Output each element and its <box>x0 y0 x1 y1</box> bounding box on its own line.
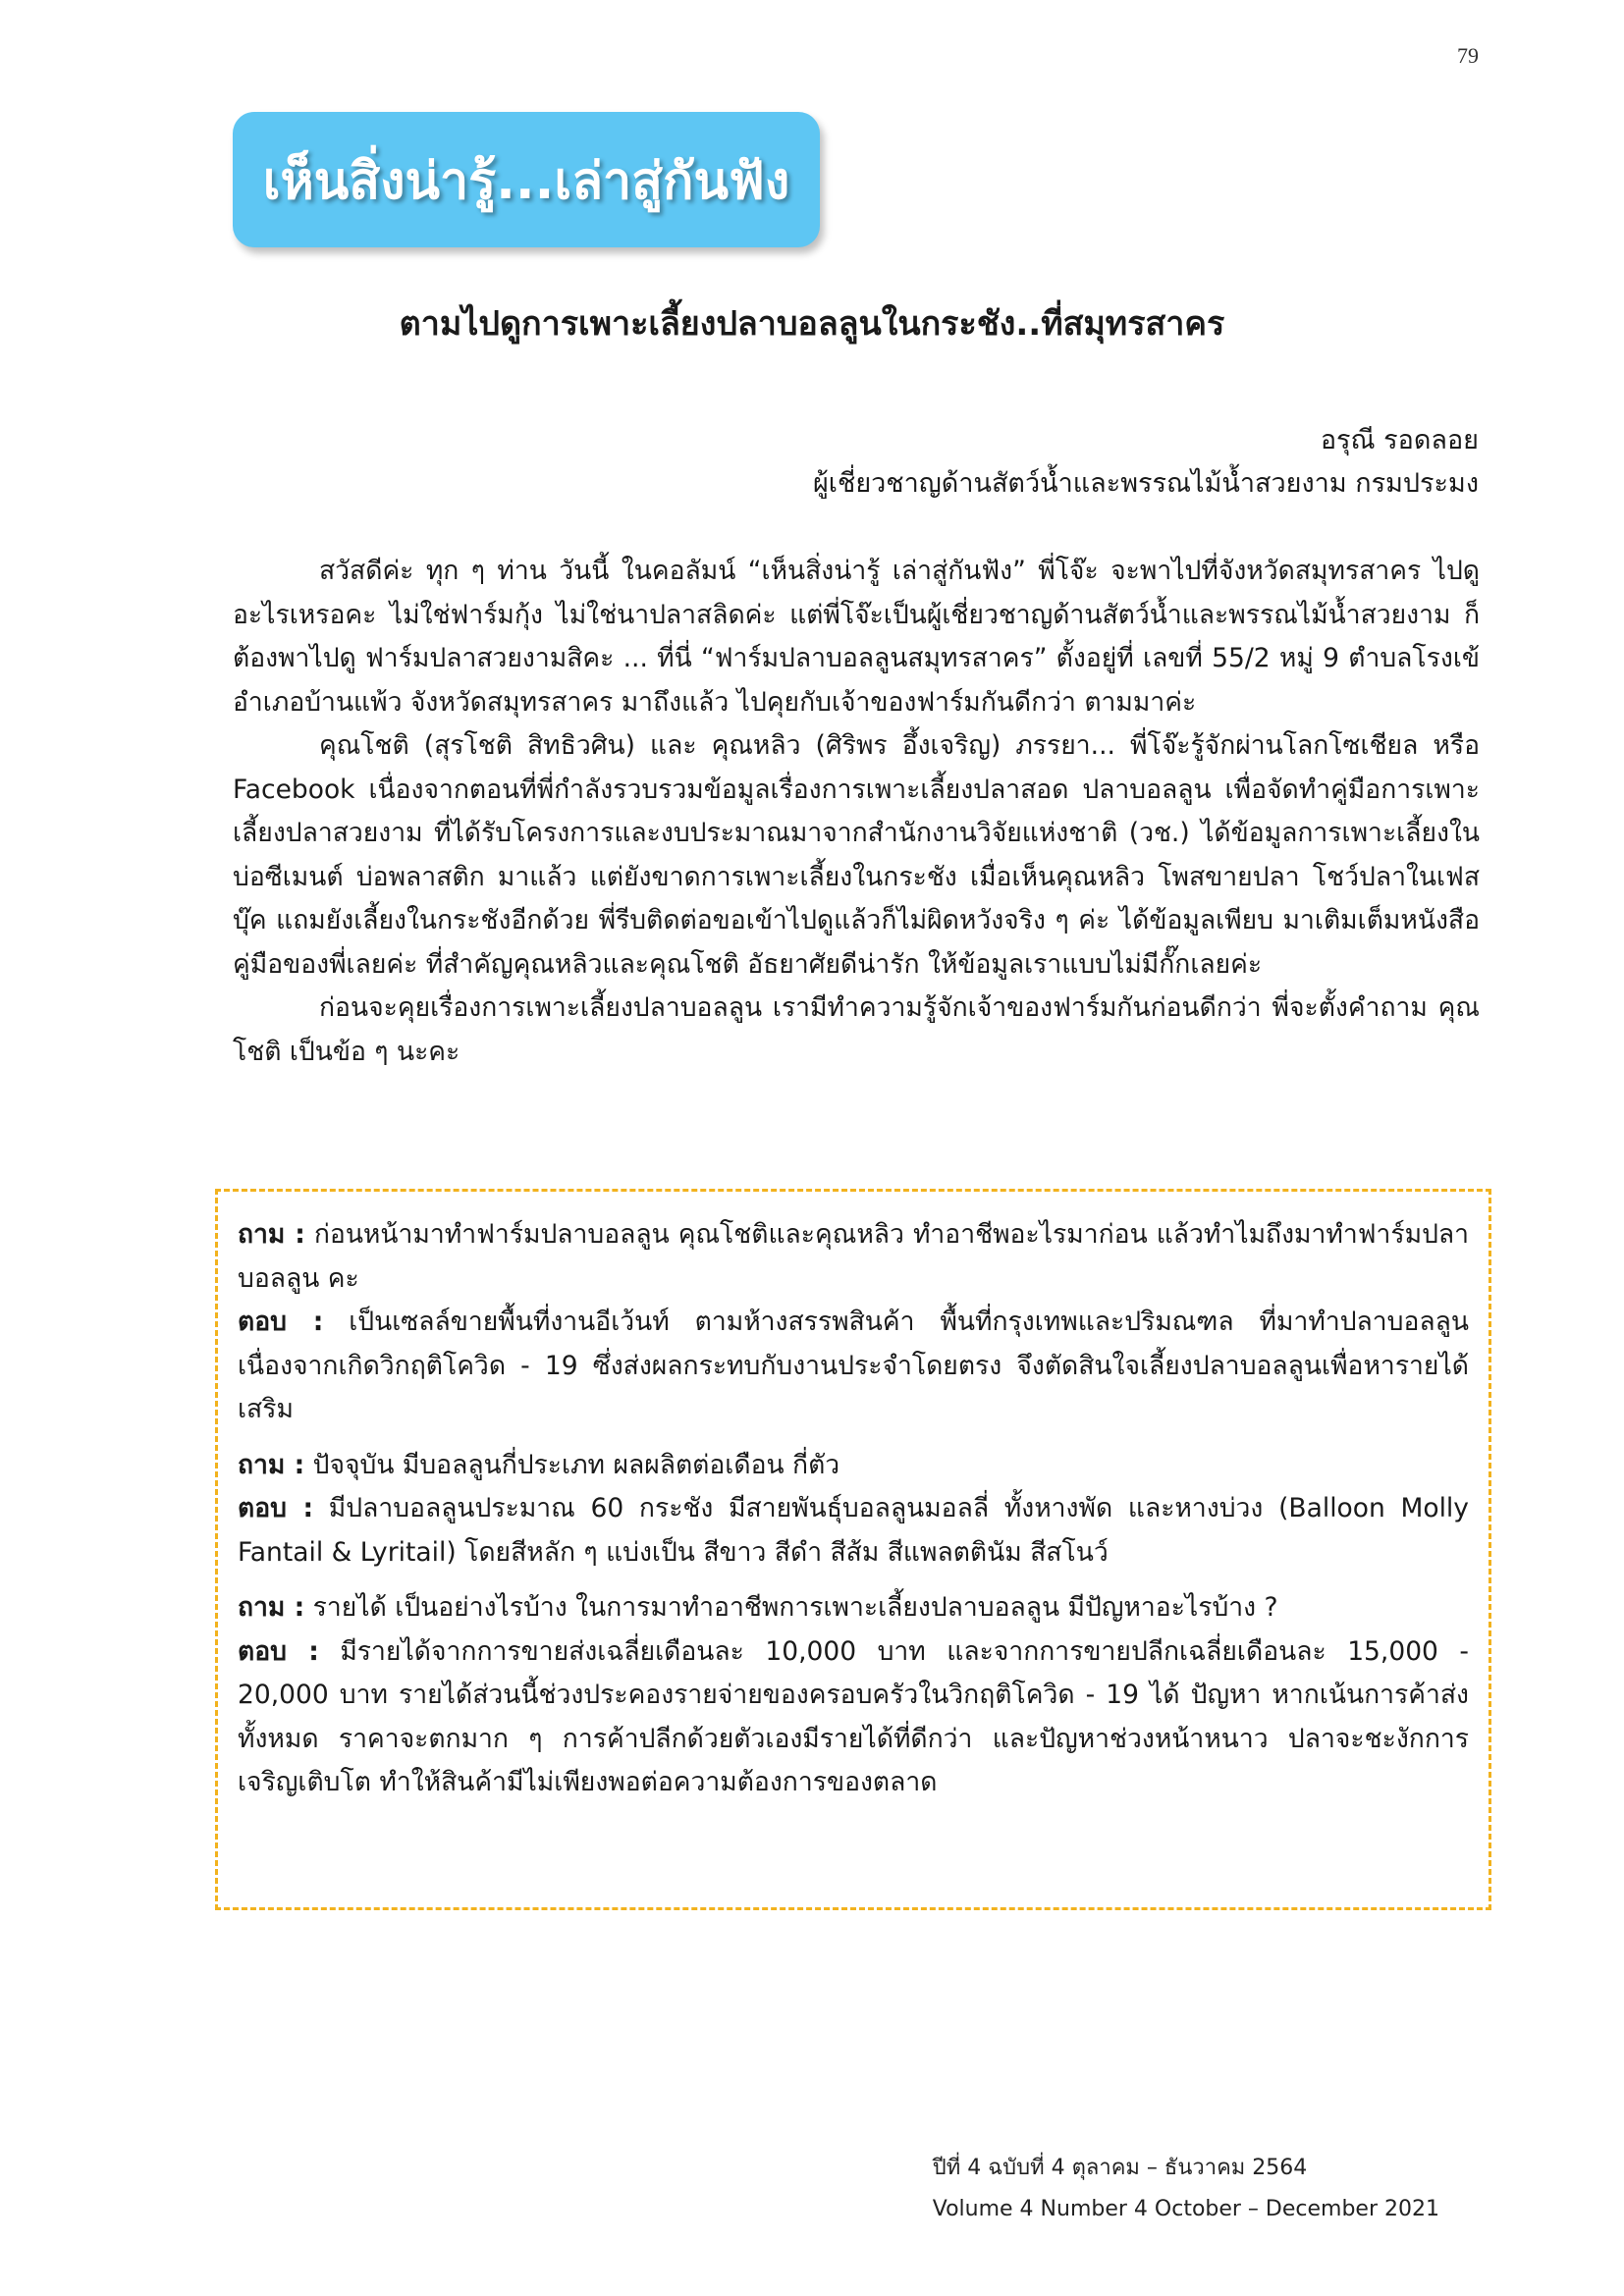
article-title: ตามไปดูการเพาะเลี้ยงปลาบอลลูนในกระชัง..ที่สมุทรสาคร <box>399 304 1225 344</box>
column-banner-title: เห็นสิ่งน่ารู้...เล่าสู่กันฟัง <box>262 151 790 211</box>
answer-line <box>238 1487 1469 1575</box>
article-body <box>233 550 1480 1074</box>
column-banner <box>233 112 820 247</box>
author-name: อรุณี รอดลอย <box>1320 425 1479 455</box>
qa-item <box>238 1586 1469 1805</box>
question-label: ถาม : <box>238 1449 305 1480</box>
question-text: ก่อนหน้ามาทำฟาร์มปลาบอลลูน คุณโชติและคุณหลิว ทำอาชีพอะไรมาก่อน แล้วทำไมถึงมาทำฟาร์มปลาบอลลูน คะ <box>238 1219 1470 1294</box>
body-paragraph: ก่อนจะคุยเรื่องการเพาะเลี้ยงปลาบอลลูน เรามีทำความรู้จักเจ้าของฟาร์มกันก่อนดีกว่า พี่จะตั้งคำถาม คุณโชติ เป็นข้อ ๆ นะคะ <box>233 992 1480 1067</box>
question-text: ปัจจุบัน มีบอลลูนกี่ประเภท ผลผลิตต่อเดือน กี่ตัว <box>312 1449 840 1480</box>
issue-footer <box>933 2148 1439 2230</box>
qa-item <box>238 1213 1469 1432</box>
question-label: ถาม : <box>238 1592 305 1623</box>
answer-text: มีรายได้จากการขายส่งเฉลี่ยเดือนละ 10,000 บาท และจากการขายปลีกเฉลี่ยเดือนละ 15,000 - 20,000 บาท รายได้ส่วนนี้ช่วงประคองรายจ่ายของครอบครัวในวิกฤติโควิด - 19 ได้ ปัญหา หากเน้นการค้าส่งทั้งหมด ราคาจะตกมาก ๆ การค้าปลีกด้วยตัวเองมีรายได้ที่ดีกว่า และปัญหาช่วงหน้าหนาว ปลาจะชะงักการเจริญเติบโต ทำให้สินค้ามีไม่เพียงพอต่อความต้องการของตลาด <box>238 1635 1469 1797</box>
interview-qa-box <box>215 1189 1491 1910</box>
issue-info-thai: ปีที่ 4 ฉบับที่ 4 ตุลาคม – ธันวาคม 2564 <box>932 2156 1308 2180</box>
answer-text: เป็นเซลล์ขายพื้นที่งานอีเว้นท์ ตามห้างสรรพสินค้า พื้นที่กรุงเทพและปริมณฑล ที่มาทำปลาบอลลูน เนื่องจากเกิดวิกฤติโควิด - 19 ซึ่งส่งผลกระทบกับงานประจำโดยตรง จึงตัดสินใจเลี้ยงปลาบอลลูนเพื่อหารายได้เสริม <box>238 1307 1469 1424</box>
answer-text: มีปลาบอลลูนประมาณ 60 กระชัง มีสายพันธุ์บอลลูนมอลลี่ ทั้งหางพัด และหางบ่วง (Balloon Molly Fantail & Lyritail) โดยสีหลัก ๆ แบ่งเป็น สีขาว สีดำ สีส้ม สีแพลตตินัม สีสโนว์ <box>238 1493 1469 1568</box>
question-line <box>238 1213 1469 1301</box>
answer-label: ตอบ : <box>238 1307 324 1337</box>
body-paragraph: คุณโชติ (สุรโชติ สิทธิวศิน) และ คุณหลิว (ศิริพร อึ้งเจริญ) ภรรยา... พี่โจ๊ะรู้จักผ่านโลกโซเชียล หรือ Facebook เนื่องจากตอนที่พี่กำลังรวบรวมข้อมูลเรื่องการเพาะเลี้ยงปลาสอด ปลาบอลลูน เพื่อจัดทำคู่มือการเพาะเลี้ยงปลาสวยงาม ที่ได้รับโครงการและงบประมาณมาจากสำนักงานวิจัยแห่งชาติ (วช.) ได้ข้อมูลการเพาะเลี้ยงในบ่อซีเมนต์ บ่อพลาสติก มาแล้ว แต่ยังขาดการเพาะเลี้ยงในกระชัง เมื่อเห็นคุณหลิว โพสขายปลา โชว์ปลาในเฟสบุ๊ค แถมยังเลี้ยงในกระชังอีกด้วย พี่รีบติดต่อขอเข้าไปดูแล้วก็ไม่ผิดหวังจริง ๆ ค่ะ ได้ข้อมูลเพียบ มาเติมเต็มหนังสือคู่มือของพี่เลยค่ะ ที่สำคัญคุณหลิวและคุณโชติ อัธยาศัยดีน่ารัก ให้ข้อมูลเราแบบไม่มีกั๊กเลยค่ะ <box>233 730 1480 980</box>
issue-info-english: Volume 4 Number 4 October – December 2021 <box>932 2197 1439 2221</box>
qa-item <box>238 1444 1469 1575</box>
question-label: ถาม : <box>238 1219 305 1250</box>
question-line <box>238 1444 1469 1488</box>
answer-line <box>238 1630 1469 1805</box>
answer-line <box>238 1301 1469 1432</box>
question-line <box>238 1586 1469 1630</box>
answer-label: ตอบ : <box>238 1493 314 1523</box>
page-number: 79 <box>1457 43 1479 68</box>
author-position: ผู้เชี่ยวชาญด้านสัตว์น้ำและพรรณไม้น้ำสวยงาม กรมประมง <box>812 468 1479 499</box>
answer-label: ตอบ : <box>238 1635 319 1667</box>
question-text: รายได้ เป็นอย่างไรบ้าง ในการมาทำอาชีพการเพาะเลี้ยงปลาบอลลูน มีปัญหาอะไรบ้าง ? <box>312 1592 1278 1623</box>
body-paragraph: สวัสดีค่ะ ทุก ๆ ท่าน วันนี้ ในคอลัมน์ “เห็นสิ่งน่ารู้ เล่าสู่กันฟัง” พี่โจ๊ะ จะพาไปที่จังหวัดสมุทรสาคร ไปดูอะไรเหรอคะ ไม่ใช่ฟาร์มกุ้ง ไม่ใช่นาปลาสลิดค่ะ แต่พี่โจ๊ะเป็นผู้เชี่ยวชาญด้านสัตว์น้ำและพรรณไม้น้ำสวยงาม ก็ต้องพาไปดู ฟาร์มปลาสวยงามสิคะ ... ที่นี่ “ฟาร์มปลาบอลลูนสมุทรสาคร” ตั้งอยู่ที่ เลขที่ 55/2 หมู่ 9 ตำบลโรงเข้ อำเภอบ้านแพ้ว จังหวัดสมุทรสาคร มาถึงแล้ว ไปคุยกับเจ้าของฟาร์มกันดีกว่า ตามมาค่ะ <box>233 556 1480 718</box>
